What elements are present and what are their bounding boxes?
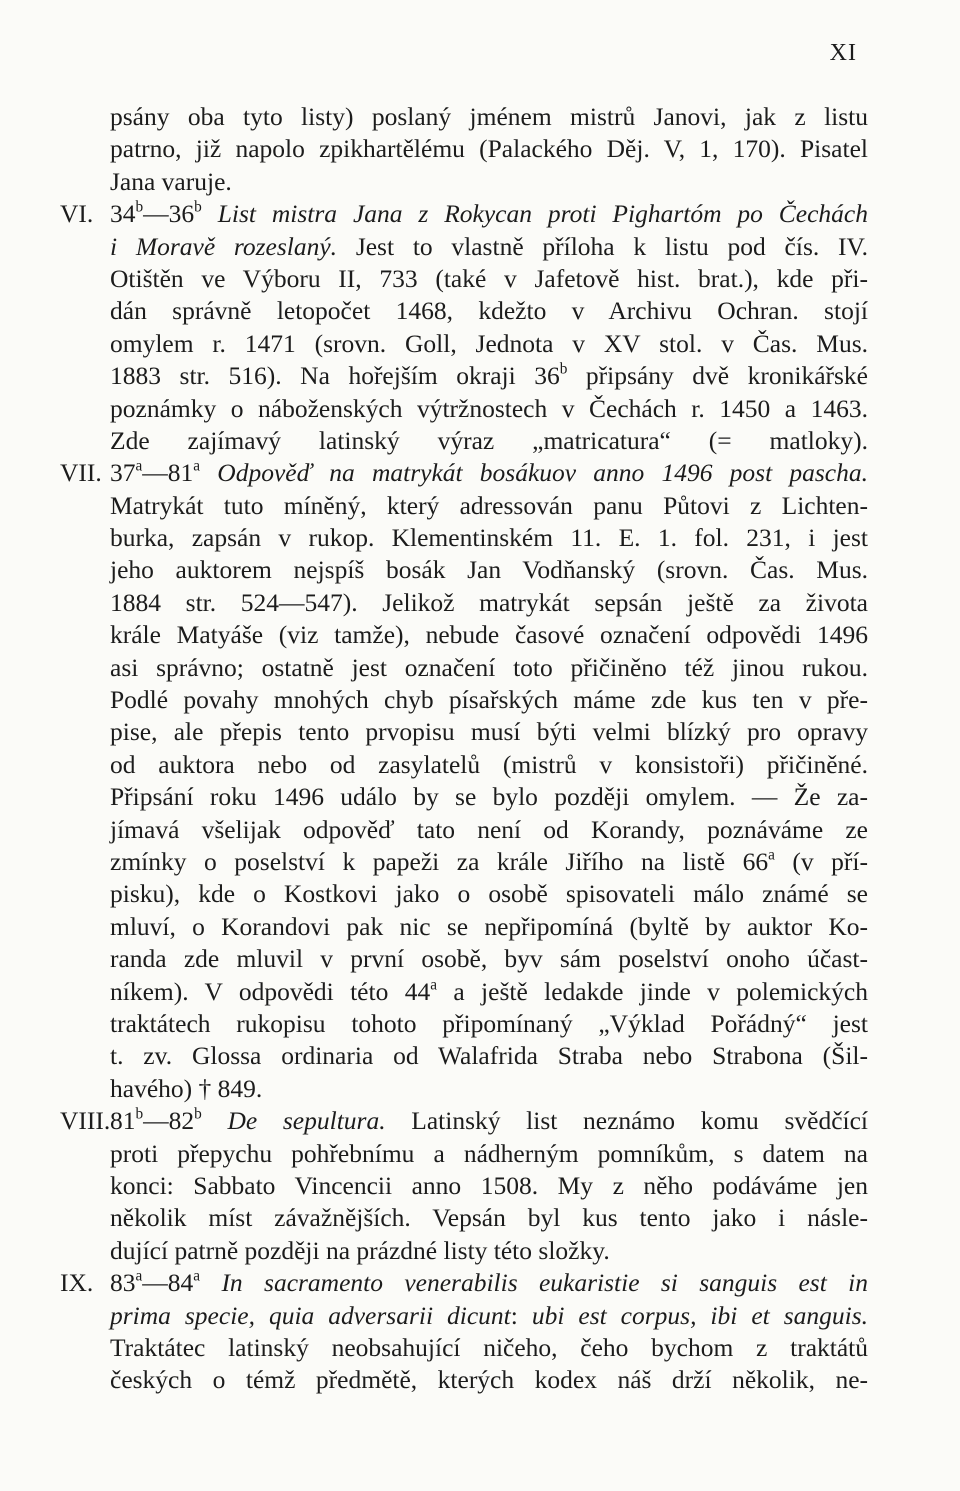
line-text: několik míst závažnějších. Vepsán byl kus tento jako i násle-: [110, 1203, 868, 1233]
text-line: [60, 619, 868, 651]
line-text: 1884 str. 524—547). Jelikož matrykát sepsán ještě za života: [110, 587, 868, 617]
text-line: [60, 425, 868, 457]
text-line: [60, 231, 868, 263]
text-line: [60, 166, 868, 198]
text-line: [60, 360, 868, 392]
line-text: pise, ale přepis tento prvopisu musí býti velmi blízký pro opravy: [110, 717, 868, 747]
line-text: jímavá všelijak odpověď tato není od Korandy, poznáváme ze: [110, 814, 868, 844]
line-text: asi správno; ostatně jest označení toto přičiněno též jinou rukou.: [110, 652, 868, 682]
text-line: [60, 814, 868, 846]
text-line: [60, 328, 868, 360]
line-text: dán správně letopočet 1468, kdežto v Archivu Ochran. stojí: [110, 296, 868, 326]
text-line: [60, 976, 868, 1008]
line-text: 81$^b$—82$^b$ De sepultura. Latinský list neznámo komu svědčící: [110, 1105, 868, 1136]
line-text: patrno, již napolo zpikhartělému (Palackého Děj. V, 1, 170). Pisatel: [110, 134, 868, 164]
text-line: [60, 522, 868, 554]
line-text: proti přepychu pohřebnímu a nádherným pomníkům, s datem na: [110, 1138, 868, 1168]
text-line: [60, 295, 868, 327]
text-line: [60, 1267, 868, 1299]
text-line: [60, 846, 868, 878]
text-line: [60, 263, 868, 295]
text-line: [60, 716, 868, 748]
line-text: randa zde mluvil v první osobě, byv sám poselství onoho účast-: [110, 944, 868, 974]
text-line: [60, 684, 868, 716]
line-text: 1883 str. 516). Na hořejším okraji 36$^b$ připsány dvě kronikářské: [110, 360, 868, 391]
text-line: [60, 878, 868, 910]
section-number: VI.: [60, 199, 94, 229]
text-line: [60, 133, 868, 165]
line-text: burka, zapsán v rukop. Klementinském 11. E. 1. fol. 231, i jest: [110, 523, 868, 553]
line-text: psány oba tyto listy) poslaný jménem mistrů Janovi, jak z listu: [110, 102, 868, 131]
text-line: [60, 393, 868, 425]
text-line: [60, 490, 868, 522]
line-text: Matrykát tuto míněný, který adressován panu Půtovi z Lichten-: [110, 490, 868, 520]
text-line: [60, 1170, 868, 1202]
line-text: Otištěn ve Výboru II, 733 (také v Jafetově hist. brat.), kde při-: [110, 263, 868, 293]
section-number: IX.: [60, 1268, 94, 1298]
text-line: [60, 198, 868, 230]
text-line: [60, 587, 868, 619]
line-text: 34$^b$—36$^b$ List mistra Jana z Rokycan proti Pighartóm po Čechách: [110, 198, 868, 229]
line-text: omylem r. 1471 (srovn. Goll, Jednota v XV stol. v Čas. Mus.: [110, 328, 868, 358]
text-line: [60, 1040, 868, 1072]
line-text: zmínky o poselství k papeži za krále Jiřího na listě 66$^a$ (v pří-: [110, 846, 868, 876]
text-line: [60, 943, 868, 975]
line-text: Traktátec latinský neobsahující ničeho, čeho bychom z traktátů: [110, 1332, 868, 1362]
body-text: [60, 101, 868, 1397]
text-line: [60, 1235, 868, 1267]
line-text: konci: Sabbato Vincencii anno 1508. My z něho podáváme jen: [110, 1170, 868, 1200]
line-text: Podlé povahy mnohých chyb písařských máme zde kus ten v pře-: [110, 685, 868, 715]
line-text: Zde zajímavý latinský výraz „matricatura“ (= matloky).: [110, 425, 868, 455]
line-text: dující patrně později na prázdné listy této složky.: [110, 1235, 610, 1265]
text-line: [60, 1008, 868, 1040]
line-text: 37$^a$—81$^a$ Odpověď na matrykát bosákuov anno 1496 post pascha.: [110, 457, 868, 488]
text-line: [60, 1364, 868, 1396]
section-number: VIII.: [60, 1106, 111, 1136]
line-text: havého) † 849.: [110, 1073, 263, 1103]
text-line: [60, 1073, 868, 1105]
text-line: [60, 781, 868, 813]
text-line: [60, 1300, 868, 1332]
line-text: i Moravě rozeslaný. Jest to vlastně příloha k listu pod čís. IV.: [110, 231, 868, 261]
text-line: [60, 1332, 868, 1364]
line-text: od auktora nebo od zasylatelů (mistrů v konsistoři) přičiněné.: [110, 749, 868, 779]
text-line: [60, 1138, 868, 1170]
text-line: [60, 749, 868, 781]
line-text: mluví, o Korandovi pak nic se nepřipomíná (byltě by auktor Ko-: [110, 911, 868, 941]
text-line: [60, 911, 868, 943]
text-line: [60, 652, 868, 684]
text-line: [60, 1105, 868, 1137]
line-text: jeho auktorem nejspíš bosák Jan Vodňanský (srovn. Čas. Mus.: [110, 555, 868, 585]
section-number: VII.: [60, 458, 102, 488]
text-line: [60, 554, 868, 586]
line-text: krále Matyáše (viz tamže), nebude časové označení odpovědi 1496: [110, 620, 868, 650]
line-text: traktátech rukopisu tohoto připomínaný „Výklad Pořádný“ jest: [110, 1008, 868, 1038]
page-number: XI: [829, 40, 857, 66]
line-text: níkem). V odpovědi této 44$^a$ a ještě ledakde jinde v polemických: [110, 975, 868, 1006]
line-text: pisku), kde o Kostkovi jako o osobě spisovateli málo známé se: [110, 879, 868, 909]
line-text: českých o témž předmětě, kterých kodex náš drží několik, ne-: [110, 1365, 868, 1395]
line-text: poznámky o náboženských výtržnostech v Čechách r. 1450 a 1463.: [110, 393, 868, 423]
line-text: prima specie, quia adversarii dicunt: ubi est corpus, ibi et sanguis.: [110, 1300, 868, 1330]
line-text: t. zv. Glossa ordinaria od Walafrida Straba nebo Strabona (Šil-: [110, 1041, 868, 1071]
text-line: [60, 1202, 868, 1234]
line-text: Jana varuje.: [110, 166, 232, 196]
text-line: [60, 457, 868, 489]
text-line: [60, 101, 868, 133]
line-text: Připsání roku 1496 událo by se bylo později omylem. — Že za-: [110, 782, 868, 812]
line-text: 83$^a$—84$^a$ In sacramento venerabilis eukaristie si sanguis est in: [110, 1267, 868, 1298]
